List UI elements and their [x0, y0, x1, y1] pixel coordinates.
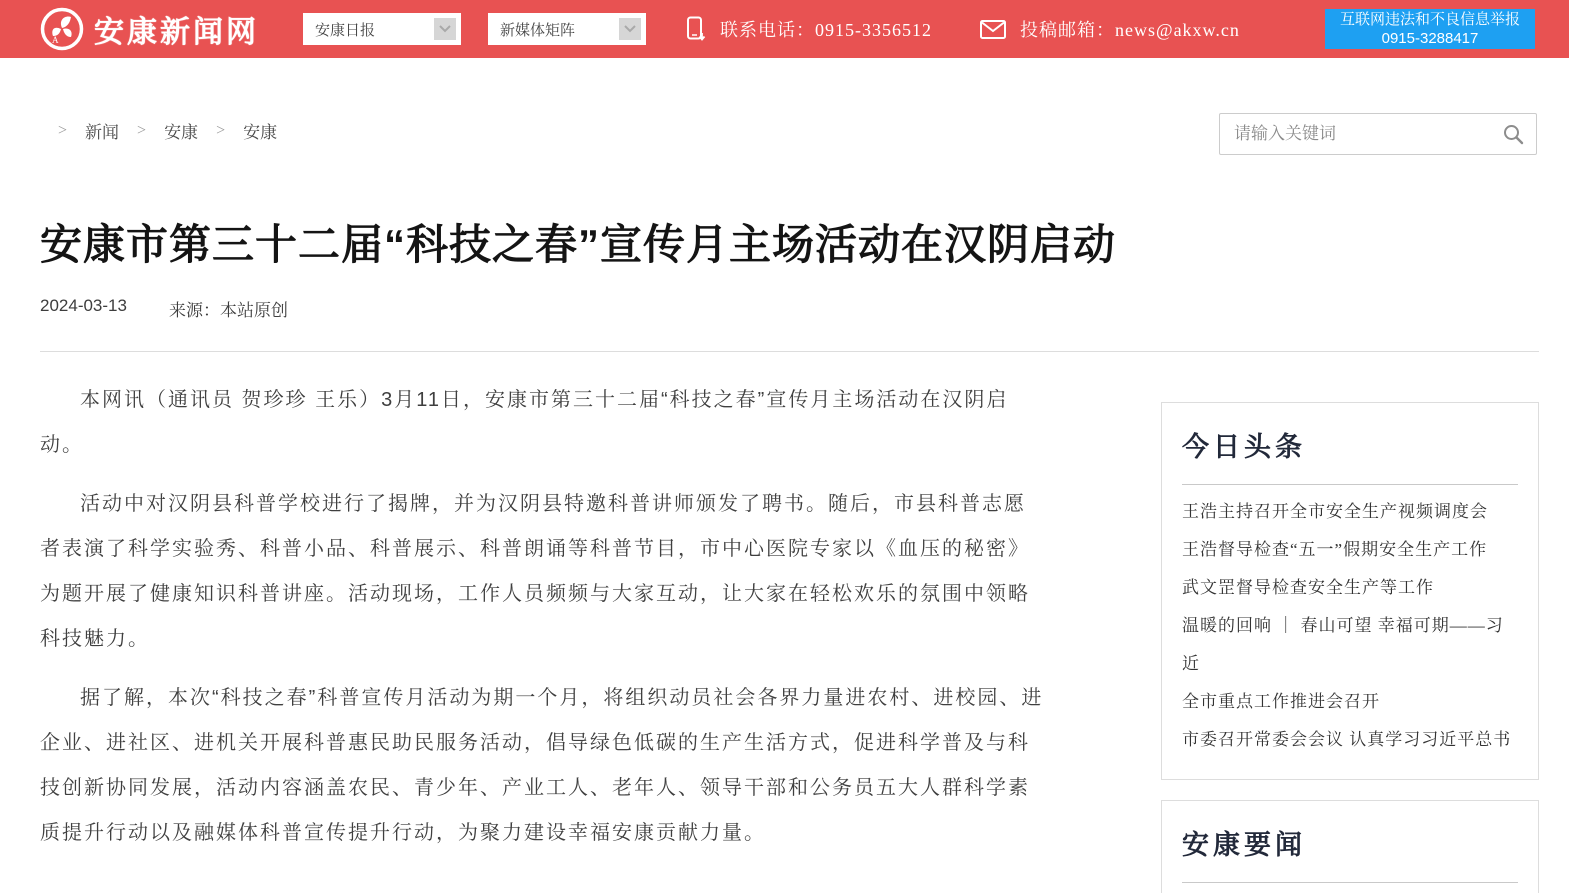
- headline-item[interactable]: 王浩主持召开全市安全生产视频调度会: [1182, 502, 1488, 522]
- page-body: [0, 58, 1569, 893]
- report-button-line1: 互联网违法和不良信息举报: [1339, 11, 1520, 28]
- headline-item[interactable]: 王浩督导检查“五一”假期安全生产工作: [1182, 540, 1488, 560]
- svg-text:A: A: [52, 35, 59, 45]
- site-logo[interactable]: [40, 7, 265, 51]
- mail-icon: [980, 20, 1006, 39]
- select-new-media-matrix[interactable]: [488, 13, 646, 45]
- headline-item[interactable]: 温暖的回响 ｜ 春山可望 幸福可期——习近: [1182, 616, 1504, 674]
- article-title: 安康市第三十二届“科技之春”宣传月主场活动在汉阴启动: [40, 221, 1117, 268]
- chevron-down-icon: [619, 18, 641, 40]
- headline-item[interactable]: 全市重点工作推进会召开: [1182, 692, 1380, 712]
- select-ankang-daily[interactable]: [303, 13, 461, 45]
- article-paragraph: 据了解，本次“科技之春”科普宣传月活动为期一个月，将组织动员社会各界力量进农村、进校园、进企业、进社区、进机关开展科普惠民助民服务活动，倡导绿色低碳的生产生活方式，促进科学普及与科技创新协同发展，活动内容涵盖农民、青少年、产业工人、老年人、领导干部和公务员五大人群科学素质提升行动以及融媒体科普宣传提升行动，为聚力建设幸福安康贡献力量。: [40, 687, 1044, 845]
- phone-icon: [686, 16, 706, 42]
- contact-phone-label: 联系电话：0915-3356512: [720, 20, 932, 40]
- today-headlines-title: 今日头条: [1182, 432, 1306, 463]
- select-new-media-matrix-label: 新媒体矩阵: [500, 21, 576, 39]
- breadcrumb-search-row: [40, 58, 1539, 158]
- breadcrumb-item-ankang[interactable]: 安康: [164, 123, 199, 142]
- ankang-news-box: [1161, 800, 1539, 893]
- headline-item[interactable]: 武文罡督导检查安全生产等工作: [1182, 578, 1434, 598]
- logo-text: 安康新闻网: [94, 16, 259, 49]
- headline-item[interactable]: 市委召开常委会会议 认真学习习近平总书: [1182, 730, 1512, 750]
- sidebar: [1161, 402, 1539, 893]
- contact-email-label: 投稿邮箱：news@akxw.cn: [1020, 20, 1240, 40]
- section-divider: [1182, 484, 1518, 485]
- report-button[interactable]: [1325, 9, 1535, 49]
- top-header: [0, 0, 1569, 58]
- content-row: [40, 378, 1539, 893]
- chevron-down-icon: [434, 18, 456, 40]
- meta-divider: [40, 351, 1539, 352]
- headline-list: [1182, 493, 1518, 759]
- report-button-line2: 0915-3288417: [1381, 30, 1479, 47]
- breadcrumb-item-ankang-2[interactable]: 安康: [243, 123, 278, 142]
- article-source: 来源：本站原创: [168, 301, 288, 321]
- article-paragraph: 活动中对汉阴县科普学校进行了揭牌，并为汉阴县特邀科普讲师颁发了聘书。随后，市县科普志愿者表演了科学实验秀、科普小品、科普展示、科普朗诵等科普节目，市中心医院专家以《血压的秘密》为题开展了健康知识科普讲座。活动现场，工作人员频频与大家互动，让大家在轻松欢乐的氛围中领略科技魅力。: [40, 493, 1030, 651]
- breadcrumb: [58, 118, 277, 143]
- section-divider: [1182, 882, 1518, 883]
- article-paragraph: 本网讯（通讯员 贺珍珍 王乐）3月11日，安康市第三十二届“科技之春”宣传月主场活动在汉阴启动。: [40, 389, 1009, 457]
- breadcrumb-item-news[interactable]: 新闻: [85, 123, 120, 142]
- contact-email: [980, 16, 1240, 42]
- chevron-right-icon: >: [137, 121, 147, 139]
- logo-mark-icon: [40, 7, 84, 51]
- today-headlines-box: [1161, 402, 1539, 780]
- chevron-right-icon: >: [216, 121, 226, 139]
- chevron-right-icon: >: [58, 121, 68, 139]
- ankang-news-title: 安康要闻: [1182, 830, 1306, 861]
- search-icon[interactable]: [1502, 123, 1524, 145]
- search-input[interactable]: [1220, 114, 1502, 154]
- article-date: 2024-03-13: [40, 296, 127, 316]
- select-ankang-daily-label: 安康日报: [315, 21, 376, 39]
- search-box: [1219, 113, 1537, 155]
- article-body: [40, 378, 1045, 893]
- contact-phone: [686, 16, 932, 42]
- article-meta: [40, 296, 1539, 321]
